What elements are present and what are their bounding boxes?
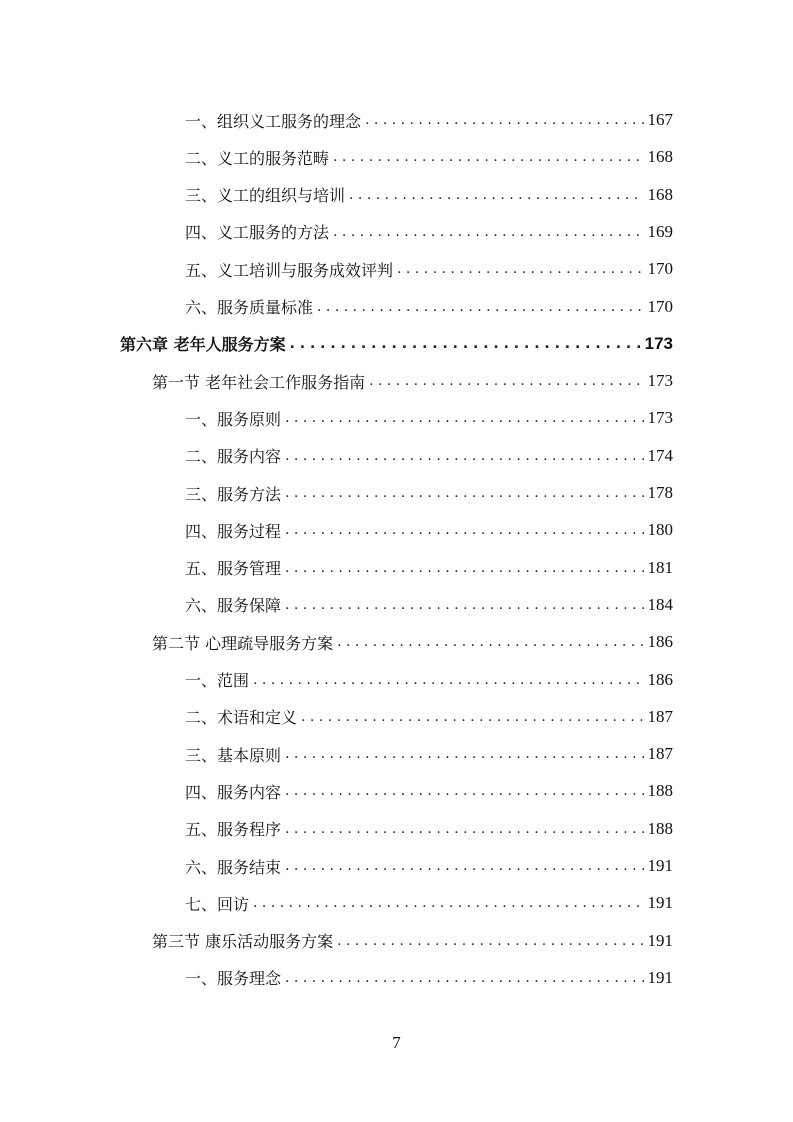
toc-item-entry[interactable] [185,556,673,580]
toc-item-entry[interactable] [185,183,673,207]
toc-item-entry[interactable] [185,668,673,692]
dot-leader [285,970,643,986]
toc-entry-title: 一、服务原则 [185,409,282,429]
toc-entry-title: 一、服务理念 [185,969,282,989]
toc-entry-title: 七、回访 [185,894,250,914]
toc-entry-title: 五、服务程序 [185,820,282,840]
toc-entry-title: 第三节 康乐活动服务方案 [152,932,334,952]
toc-section-entry[interactable] [152,929,673,953]
toc-item-entry[interactable] [185,593,673,617]
toc-item-entry[interactable] [185,257,673,281]
toc-item-entry[interactable] [185,145,673,169]
toc-entry-page: 174 [647,445,673,465]
dot-leader [397,261,643,277]
toc-entry-title: 三、基本原则 [185,745,282,765]
toc-entry-page: 173 [647,371,673,391]
toc-entry-page: 188 [647,781,673,801]
dot-leader [290,336,641,352]
toc-entry-page: 168 [647,184,673,204]
toc-section-entry[interactable] [152,369,673,393]
toc-entry-title: 六、服务结束 [185,857,282,877]
page-number: 7 [392,1033,401,1052]
toc-item-entry[interactable] [185,966,673,990]
toc-entry-page: 169 [647,221,673,241]
dot-leader [285,560,643,576]
toc-entry-page: 191 [647,930,673,950]
toc-entry-title: 二、服务内容 [185,447,282,467]
toc-item-entry[interactable] [185,518,673,542]
toc-entry-title: 四、服务过程 [185,521,282,541]
dot-leader [285,522,643,538]
toc-entry-title: 二、义工的服务范畴 [185,148,330,168]
toc-entry-page: 191 [647,967,673,987]
toc-entry-page: 191 [647,893,673,913]
toc-entry-page: 178 [647,483,673,502]
toc-entry-page: 184 [647,594,673,614]
toc-section-entry[interactable] [152,630,673,654]
toc-entry-page: 170 [647,296,673,316]
dot-leader [285,746,643,762]
toc-entry-page: 186 [647,669,673,689]
toc-entry-title: 二、术语和定义 [185,708,298,728]
dot-leader [301,709,643,725]
toc-entry-title: 一、范围 [185,671,250,690]
toc-item-entry[interactable] [185,779,673,803]
toc-entry-page: 168 [647,147,673,167]
toc-item-entry[interactable] [185,295,673,319]
toc-item-entry[interactable] [185,891,673,915]
dot-leader [333,224,643,240]
toc-entry-title: 五、义工培训与服务成效评判 [185,260,394,280]
toc-entry-title: 四、服务内容 [185,782,282,802]
toc-entry-title: 三、服务方法 [185,484,282,504]
dot-leader [285,448,643,464]
dot-leader [253,672,643,688]
toc-item-entry[interactable] [185,108,673,132]
toc-entry-title: 六、服务保障 [185,596,282,616]
toc-item-entry[interactable] [185,742,673,766]
toc-chapter-entry[interactable] [120,332,673,356]
dot-leader [285,410,643,426]
dot-leader [285,858,643,874]
toc-entry-title: 一、组织义工服务的理念 [185,111,362,131]
dot-leader [253,895,643,911]
dot-leader [337,634,643,650]
toc-entry-title: 第二节 心理疏导服务方案 [152,633,334,653]
toc-entry-page: 187 [647,706,673,726]
toc-item-entry[interactable] [185,481,673,505]
toc-item-entry[interactable] [185,220,673,244]
dot-leader [349,187,643,203]
dot-leader [285,597,643,613]
dot-leader [365,112,643,128]
toc-entry-page: 188 [647,818,673,838]
toc-entry-title: 六、服务质量标准 [185,298,314,317]
dot-leader [285,783,643,799]
toc-entry-title: 三、义工的组织与培训 [185,186,346,206]
toc-entry-title: 第一节 老年社会工作服务指南 [152,372,366,392]
toc-entry-page: 180 [647,520,673,540]
toc-item-entry[interactable] [185,444,673,468]
toc-entry-page: 167 [647,110,673,129]
dot-leader [333,149,643,165]
toc-entry-page: 170 [647,259,673,279]
toc-item-entry[interactable] [185,705,673,729]
toc-entry-title: 第六章 老年人服务方案 [120,335,286,355]
toc-item-entry[interactable] [185,406,673,430]
toc-entry-title: 四、义工服务的方法 [185,223,330,243]
dot-leader [369,373,643,389]
dot-leader [317,299,643,315]
toc-entry-page: 181 [647,557,673,577]
toc-entry-page: 186 [647,632,673,652]
dot-leader [285,485,643,501]
dot-leader [337,933,643,949]
toc-entry-title: 五、服务管理 [185,559,282,579]
toc-entry-page: 173 [644,333,673,353]
toc-item-entry[interactable] [185,817,673,841]
toc-item-entry[interactable] [185,854,673,878]
toc-entry-page: 173 [647,408,673,428]
toc-entry-page: 191 [647,856,673,875]
toc-entry-page: 187 [647,744,673,764]
dot-leader [285,821,643,837]
